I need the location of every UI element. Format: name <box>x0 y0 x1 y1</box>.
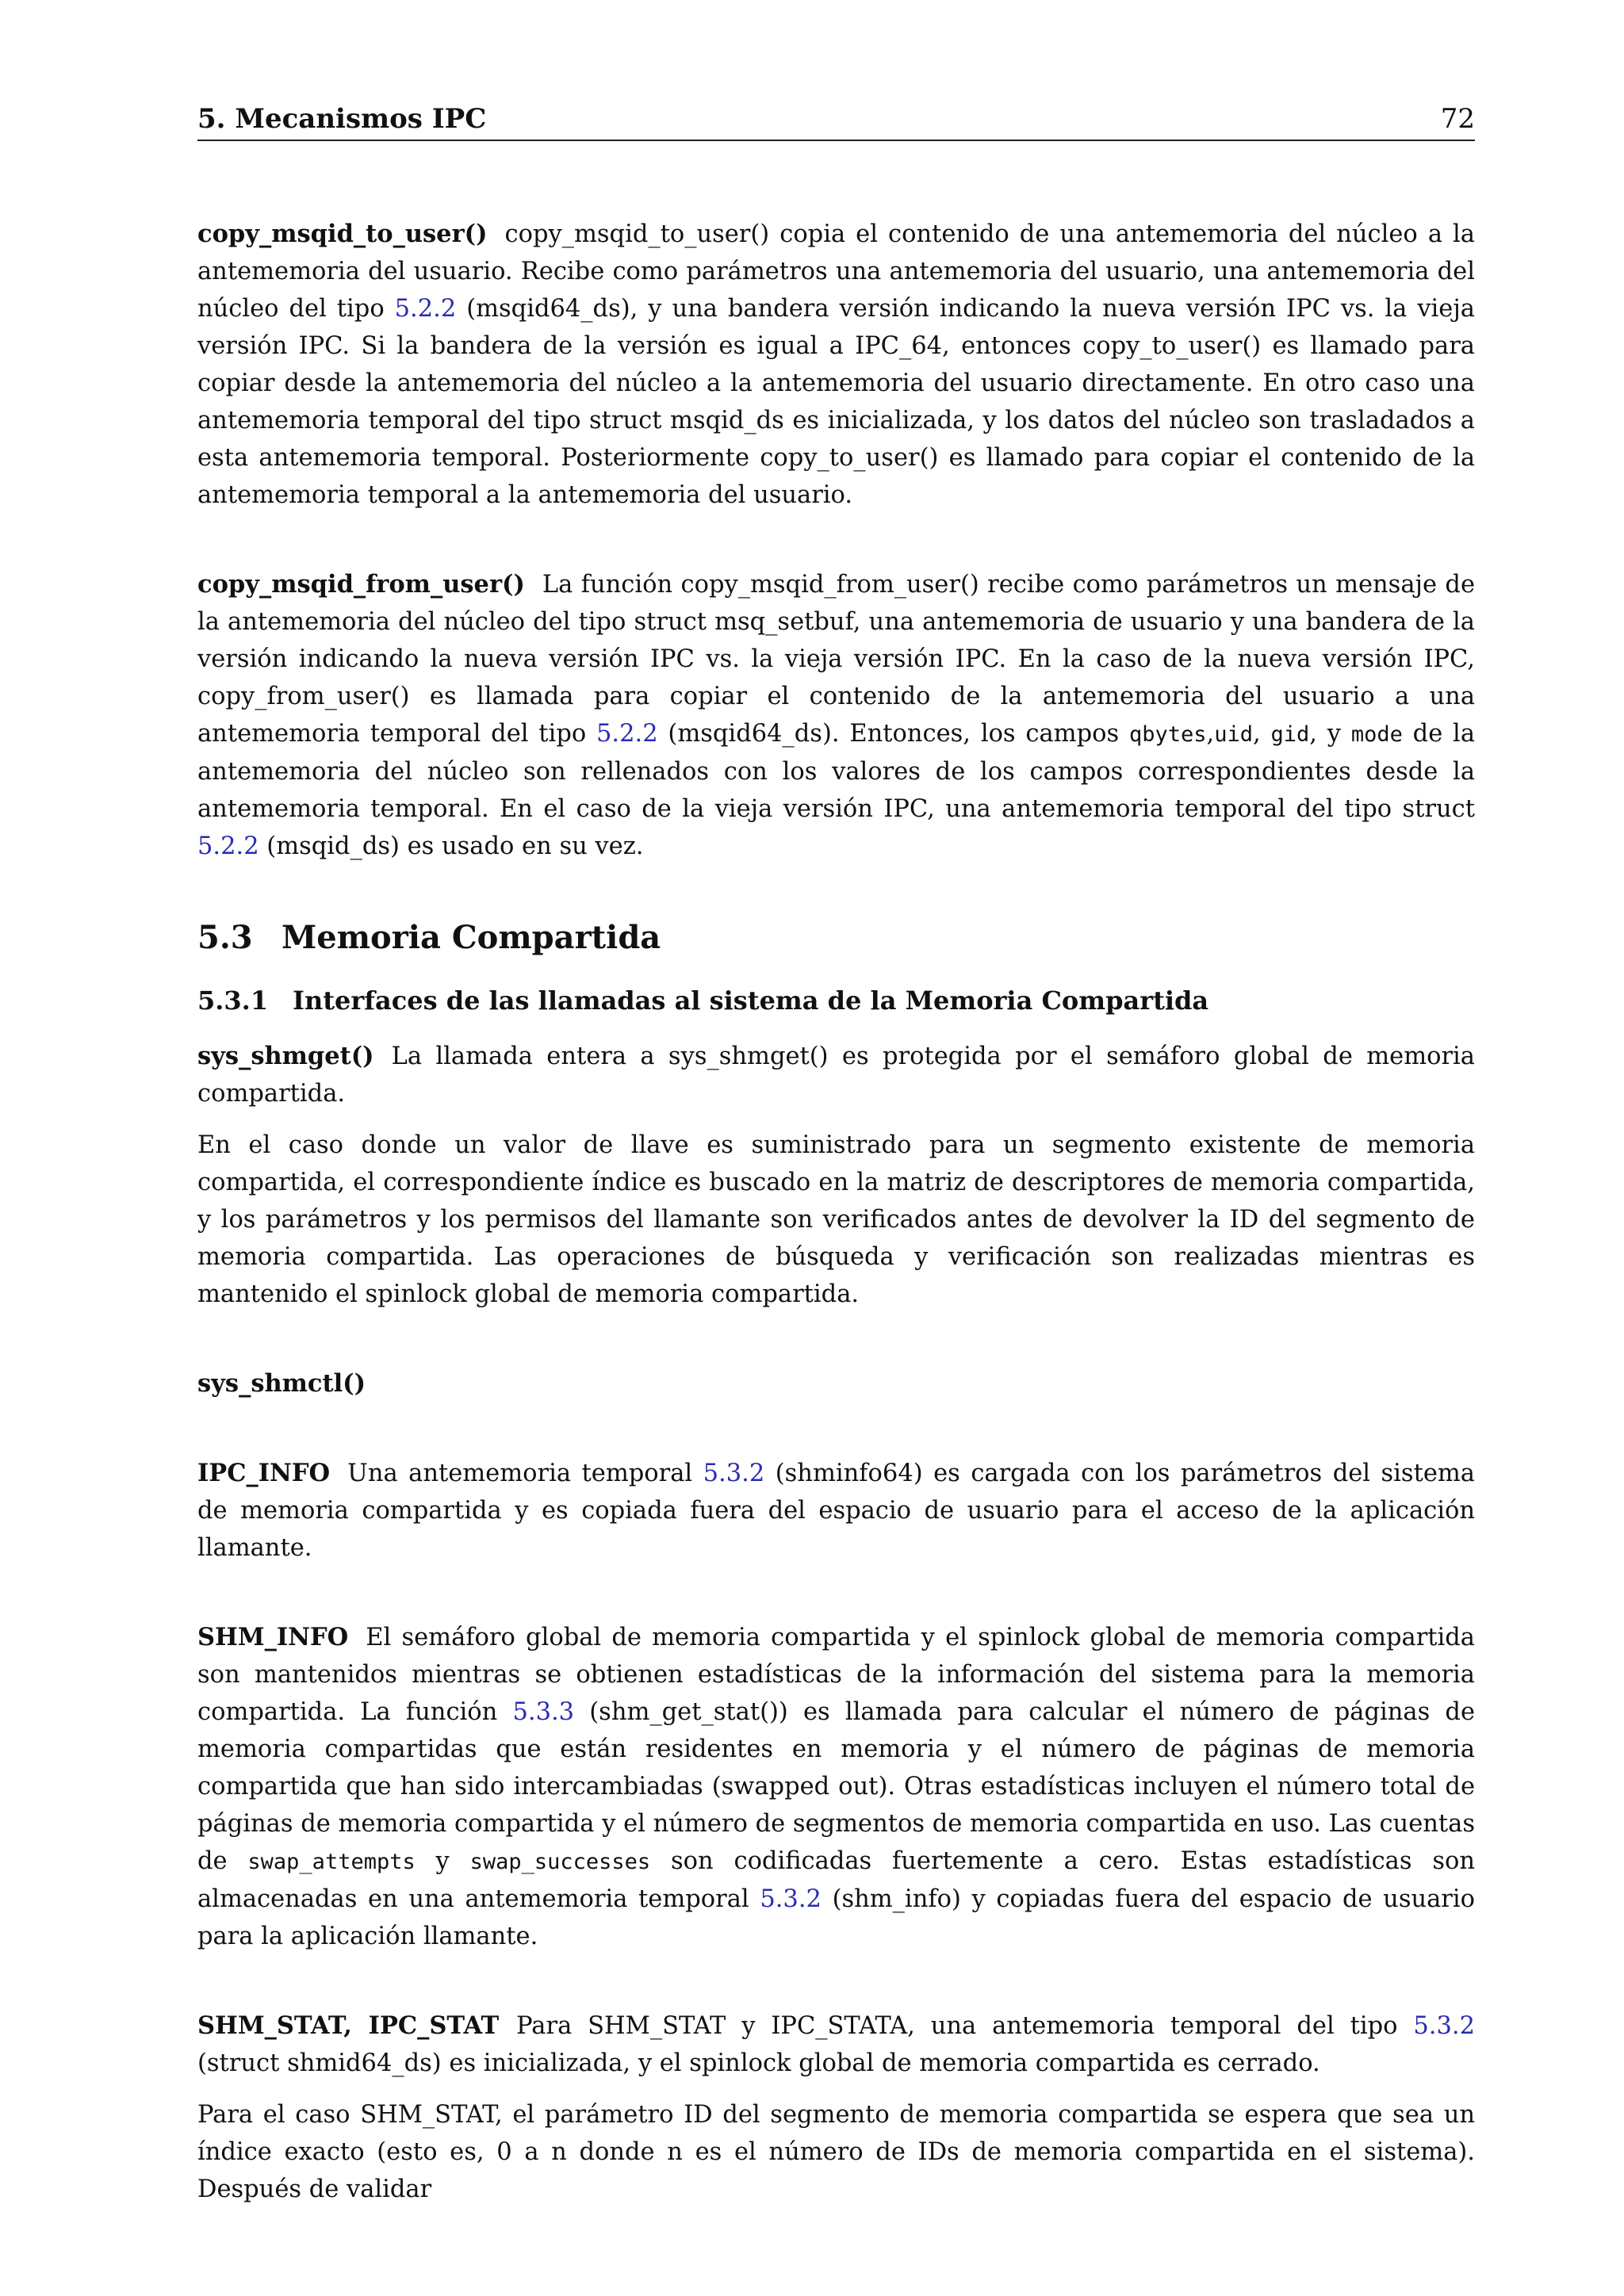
code-field: uid <box>1214 722 1253 747</box>
code-field: swap_successes <box>469 1850 651 1874</box>
subsection-heading <box>197 981 1475 1020</box>
text: , y <box>1309 720 1351 748</box>
text: Para el caso SHM_STAT, el parámetro ID del segmento de memoria compartida se espera que sea un índice exacto (esto es, 0 a n donde n es el número de IDs de memoria compartida en el sistema). Después de validar <box>197 2101 1475 2203</box>
text: La llamada entera a sys_shmget() es protegida por el semáforo global de memoria compartida. <box>197 1043 1475 1108</box>
text: son codificadas fuertemente a cero. Estas estadísticas son almacenadas en una antememoria temporal <box>197 1847 1475 1913</box>
cross-reference-link[interactable]: 5.2.2 <box>197 832 259 860</box>
text: (shm_get_stat()) es llamada para calcular el número de páginas de memoria compartidas que están residentes en memoria y el número de páginas de memoria compartida que han sido intercambiadas (swapped out). Otras estadísticas incluyen el número total de páginas de memoria compartida y el número de segmentos de memoria compartida en uso. Las cuentas de <box>197 1698 1475 1875</box>
code-field: mode <box>1350 722 1403 747</box>
text: (shm_info) y copiadas fuera del espacio de usuario para la aplicación llamante. <box>197 1885 1475 1950</box>
cross-reference-link[interactable]: 5.2.2 <box>394 295 457 323</box>
text: (shminfo64) es cargada con los parámetros del sistema de memoria compartida y es copiada fuera del espacio de usuario para el acceso de la aplicación llamante. <box>197 1460 1475 1562</box>
paragraph-shm-stat <box>197 2007 1475 2082</box>
paragraph-lead: copy_msqid_to_user() <box>197 220 488 248</box>
page-body <box>197 216 1475 2208</box>
paragraph-lead: SHM_STAT, IPC_STAT <box>197 2011 500 2040</box>
text: En el caso donde un valor de llave es suministrado para un segmento existente de memoria compartida, el correspondiente índice es buscado en la matriz de descriptores de memoria compartida, y los parámetros y los permisos del llamante son verificados antes de devolver la ID del segmento de memoria compartida. Las operaciones de búsqueda y verificación son realizadas mientras es mantenido el spinlock global de memoria compartida. <box>197 1131 1475 1308</box>
text: La función copy_msqid_from_user() recibe como parámetros un mensaje de la antememoria del núcleo del tipo struct msq_setbuf, una antememoria de usuario y una bandera de la versión indicando la nueva versión IPC vs. la vieja versión IPC. En la caso de la nueva versión IPC, copy_from_user() es llamada para copiar el contenido de la antememoria del usuario a una antememoria temporal del tipo <box>197 571 1475 748</box>
section-title: Memoria Compartida <box>282 919 661 956</box>
code-field: qbytes <box>1128 722 1207 747</box>
text: Para SHM_STAT y IPC_STATA, una antememoria temporal del tipo <box>516 2012 1414 2040</box>
text: y <box>415 1847 470 1875</box>
subsection-number: 5.3.1 <box>197 985 269 1016</box>
section-number: 5.3 <box>197 919 253 956</box>
text: (msqid_ds) es usado en su vez. <box>259 832 644 860</box>
text: Una antememoria temporal <box>347 1460 703 1487</box>
cross-reference-link[interactable]: 5.3.2 <box>703 1460 765 1487</box>
subsection-title: Interfaces de las llamadas al sistema de la Memoria Compartida <box>293 985 1209 1016</box>
paragraph-shm-info <box>197 1619 1475 1955</box>
running-header <box>197 100 1475 141</box>
paragraph-lead: sys_shmget() <box>197 1042 374 1070</box>
cross-reference-link[interactable]: 5.3.2 <box>1413 2012 1475 2040</box>
paragraph-lead: SHM_INFO <box>197 1623 349 1651</box>
paragraph-lead: IPC_INFO <box>197 1459 331 1487</box>
cross-reference-link[interactable]: 5.3.3 <box>512 1698 575 1726</box>
paragraph-lead: sys_shmctl() <box>197 1369 366 1398</box>
chapter-title: 5. Mecanismos IPC <box>197 103 487 135</box>
paragraph-shmget-detail <box>197 1127 1475 1313</box>
cross-reference-link[interactable]: 5.2.2 <box>596 720 658 748</box>
code-field: swap_attempts <box>247 1850 416 1874</box>
text: , <box>1206 720 1215 748</box>
paragraph-copy-msqid-from-user <box>197 566 1475 865</box>
paragraph-shm-stat-detail <box>197 2096 1475 2208</box>
paragraph-lead: copy_msqid_from_user() <box>197 570 525 599</box>
paragraph-ipc-info <box>197 1455 1475 1567</box>
text: de la antememoria del núcleo son rellenados con los valores de los campos correspondientes desde la antememoria temporal. En el caso de la vieja versión IPC, una antememoria temporal del tipo struct <box>197 720 1475 823</box>
cross-reference-link[interactable]: 5.3.2 <box>760 1885 822 1913</box>
code-field: gid <box>1270 722 1310 747</box>
paragraph-sys-shmget <box>197 1038 1475 1112</box>
text: (struct shmid64_ds) es inicializada, y el spinlock global de memoria compartida es cerrado. <box>197 2049 1320 2077</box>
text: , <box>1252 720 1271 748</box>
text: (msqid64_ds). Entonces, los campos <box>657 720 1129 748</box>
text: copy_msqid_to_user() copia el contenido de una antememoria del núcleo a la antememoria del usuario. Recibe como parámetros una antememoria del usuario, una antememoria del núcleo del tipo <box>197 220 1475 323</box>
text: El semáforo global de memoria compartida y el spinlock global de memoria compartida son mantenidos mientras se obtienen estadísticas de la información del sistema para la memoria compartida. La función <box>197 1624 1475 1726</box>
page-number: 72 <box>1440 103 1475 135</box>
paragraph-sys-shmctl <box>197 1365 1475 1402</box>
paragraph-copy-msqid-to-user <box>197 216 1475 514</box>
text: (msqid64_ds), y una bandera versión indicando la nueva versión IPC vs. la vieja versión IPC. Si la bandera de la versión es igual a IPC_64, entonces copy_to_user() es llamado para copiar desde la antememoria del núcleo a la antememoria del usuario directamente. En otro caso una antememoria temporal del tipo struct msqid_ds es inicializada, y los datos del núcleo son trasladados a esta antememoria temporal. Posteriormente copy_to_user() es llamado para copiar el contenido de la antememoria temporal a la antememoria del usuario. <box>197 295 1475 509</box>
section-heading <box>197 916 1475 960</box>
